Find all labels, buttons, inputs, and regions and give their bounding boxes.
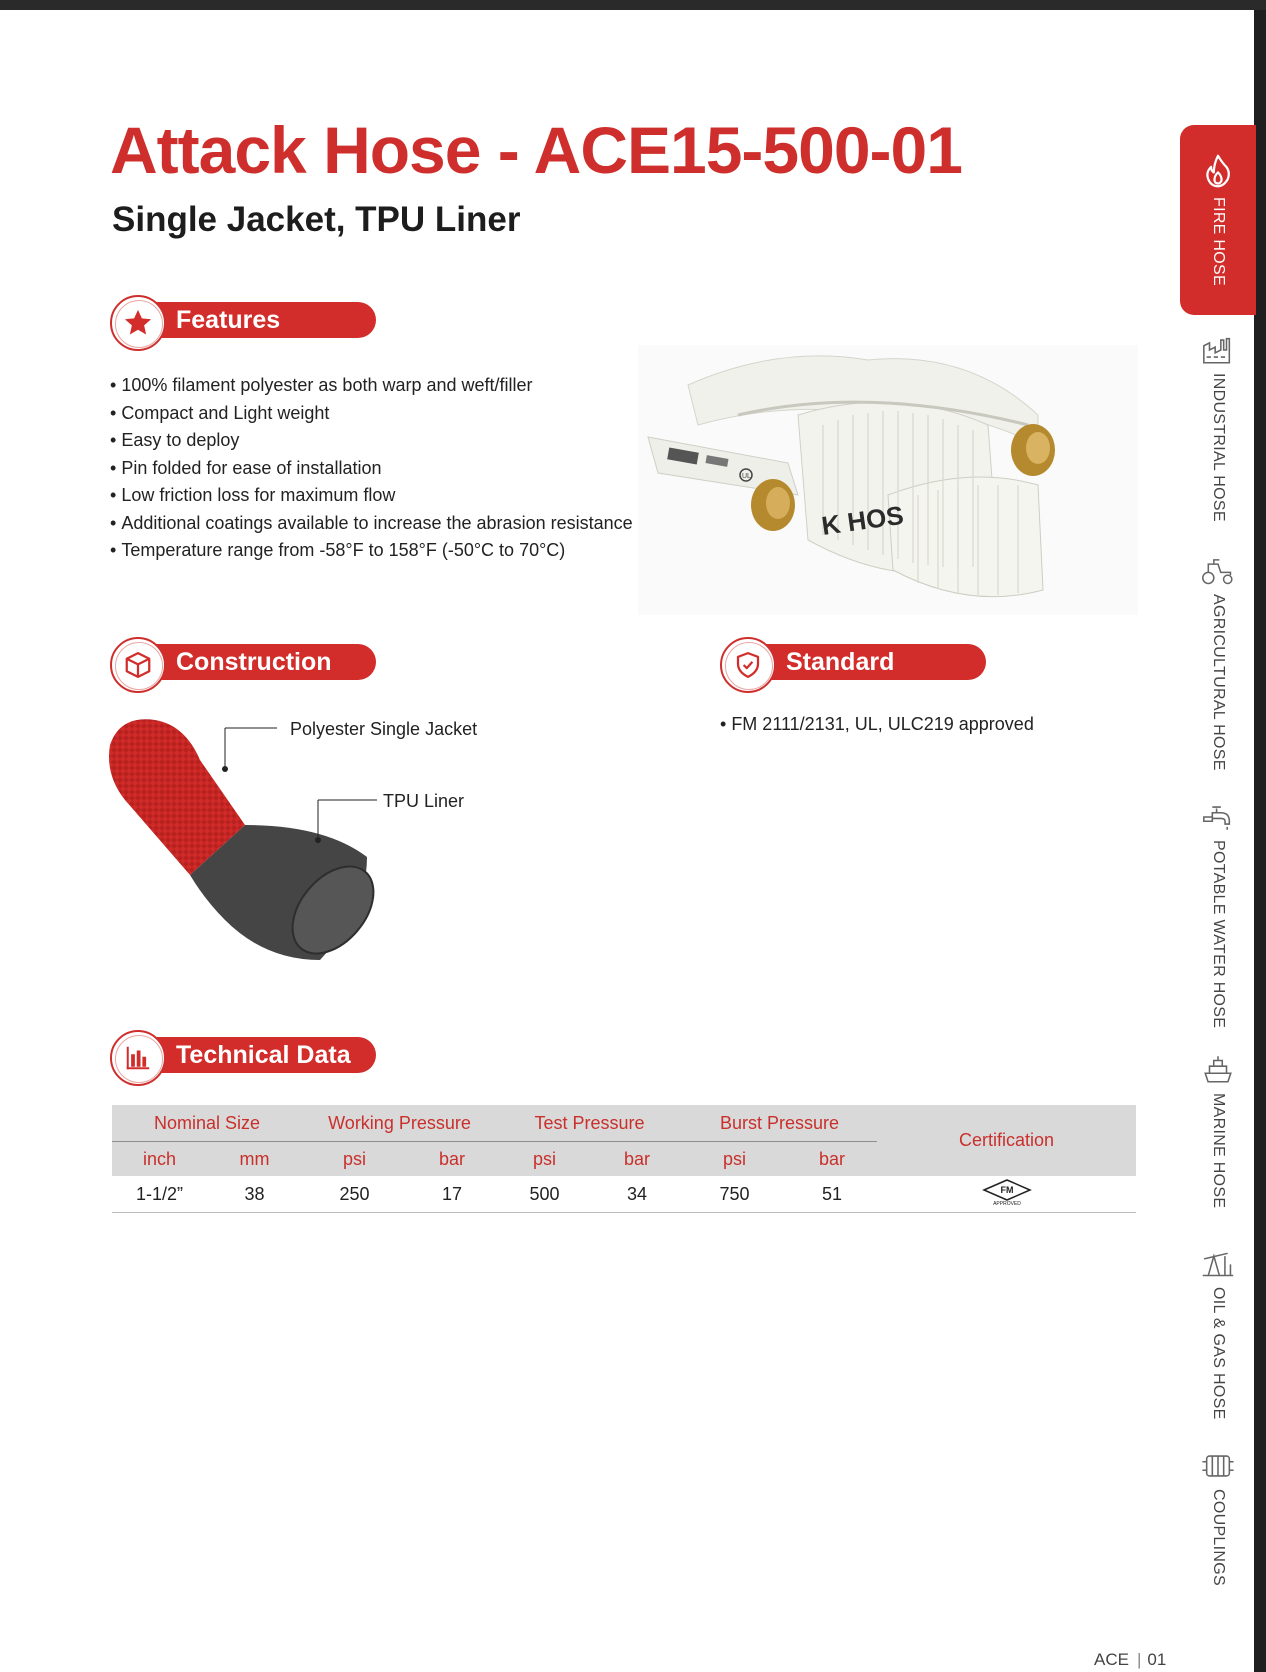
table-row	[112, 1176, 1136, 1213]
sidebar-item-label: MARINE HOSE	[1210, 1093, 1227, 1209]
sidebar-item-label: OIL & GAS HOSE	[1210, 1287, 1227, 1420]
unit-header: inch	[112, 1142, 207, 1177]
standard-heading: Standard	[764, 644, 986, 680]
fm-badge-subtext: APPROVED	[992, 1200, 1021, 1206]
features-section-header	[110, 294, 380, 354]
certification-cell	[877, 1176, 1136, 1213]
nominal-size-header: Nominal Size	[112, 1105, 302, 1142]
sidebar-item-label: COUPLINGS	[1210, 1489, 1227, 1586]
faucet-icon	[1201, 802, 1235, 832]
technical-data-table	[112, 1105, 1136, 1213]
list-item: • Pin folded for ease of installation	[110, 455, 633, 483]
standard-text: • FM 2111/2131, UL, ULC219 approved	[720, 714, 1034, 735]
hose-product-photo	[638, 345, 1138, 615]
table-cell: 17	[407, 1176, 497, 1213]
features-list	[110, 372, 633, 565]
list-item: • Easy to deploy	[110, 427, 633, 455]
table-cell: 34	[592, 1176, 682, 1213]
fm-badge-text: FM	[1000, 1184, 1013, 1195]
oil-pump-icon	[1200, 1247, 1236, 1279]
table-cell: 250	[302, 1176, 407, 1213]
working-pressure-header: Working Pressure	[302, 1105, 497, 1142]
page-index: 01	[1147, 1650, 1167, 1669]
sidebar-item-potable-water-hose[interactable]	[1180, 802, 1256, 1028]
fm-approved-badge	[980, 1178, 1034, 1206]
table-cell: 51	[787, 1176, 877, 1213]
list-item: • Compact and Light weight	[110, 400, 633, 428]
tractor-icon	[1200, 556, 1236, 586]
features-heading: Features	[154, 302, 376, 338]
unit-header: bar	[787, 1142, 877, 1177]
list-item: • Low friction loss for maximum flow	[110, 482, 633, 510]
sidebar-item-agricultural-hose[interactable]	[1180, 556, 1256, 771]
technical-heading: Technical Data	[154, 1037, 376, 1073]
unit-header: mm	[207, 1142, 302, 1177]
box-icon	[110, 637, 166, 693]
table-cell: 38	[207, 1176, 302, 1213]
construction-heading: Construction	[154, 644, 376, 680]
page-subtitle: Single Jacket, TPU Liner	[112, 200, 521, 239]
factory-icon	[1201, 335, 1235, 365]
sidebar-item-label: POTABLE WATER HOSE	[1210, 840, 1227, 1029]
list-item: • Additional coatings available to increase the abrasion resistance	[110, 510, 633, 538]
test-pressure-header: Test Pressure	[497, 1105, 682, 1142]
ul-mark: UL	[742, 473, 751, 480]
table-cell: 1-1/2”	[112, 1176, 207, 1213]
table-cell: 500	[497, 1176, 592, 1213]
standard-section-header	[720, 636, 990, 696]
unit-header: psi	[497, 1142, 592, 1177]
bar-chart-icon	[110, 1030, 166, 1086]
liner-label: TPU Liner	[383, 791, 465, 811]
ship-icon	[1201, 1053, 1235, 1085]
table-cell: 750	[682, 1176, 787, 1213]
hose-print-text: K HOS	[819, 499, 906, 541]
sidebar-item-label: AGRICULTURAL HOSE	[1210, 594, 1227, 771]
unit-header: bar	[592, 1142, 682, 1177]
page-number: ACE | 01	[1094, 1650, 1167, 1669]
sidebar-item-label: INDUSTRIAL HOSE	[1210, 373, 1227, 522]
burst-pressure-header: Burst Pressure	[682, 1105, 877, 1142]
construction-section-header	[110, 636, 380, 696]
unit-header: bar	[407, 1142, 497, 1177]
coupling-icon	[1201, 1451, 1235, 1481]
shield-check-icon	[720, 637, 776, 693]
unit-header: psi	[682, 1142, 787, 1177]
catalog-code: ACE	[1094, 1650, 1129, 1669]
hose-construction-diagram	[105, 705, 425, 965]
list-item: • Temperature range from -58°F to 158°F (-50°C to 70°C)	[110, 537, 633, 565]
star-icon	[110, 295, 166, 351]
sidebar-item-label: FIRE HOSE	[1210, 197, 1227, 286]
page-title: Attack Hose - ACE15-500-01	[110, 113, 962, 187]
sidebar-item-oil-gas-hose[interactable]	[1180, 1247, 1256, 1420]
technical-section-header	[110, 1029, 380, 1089]
sidebar-item-fire-hose[interactable]	[1180, 125, 1256, 315]
list-item: • 100% filament polyester as both warp and weft/filler	[110, 372, 633, 400]
flame-icon	[1201, 153, 1235, 189]
certification-header: Certification	[877, 1105, 1136, 1176]
sidebar-item-industrial-hose[interactable]	[1180, 335, 1256, 522]
sidebar-item-marine-hose[interactable]	[1180, 1053, 1256, 1208]
sidebar-item-couplings[interactable]	[1180, 1451, 1256, 1586]
unit-header: psi	[302, 1142, 407, 1177]
jacket-label: Polyester Single Jacket	[290, 719, 478, 739]
